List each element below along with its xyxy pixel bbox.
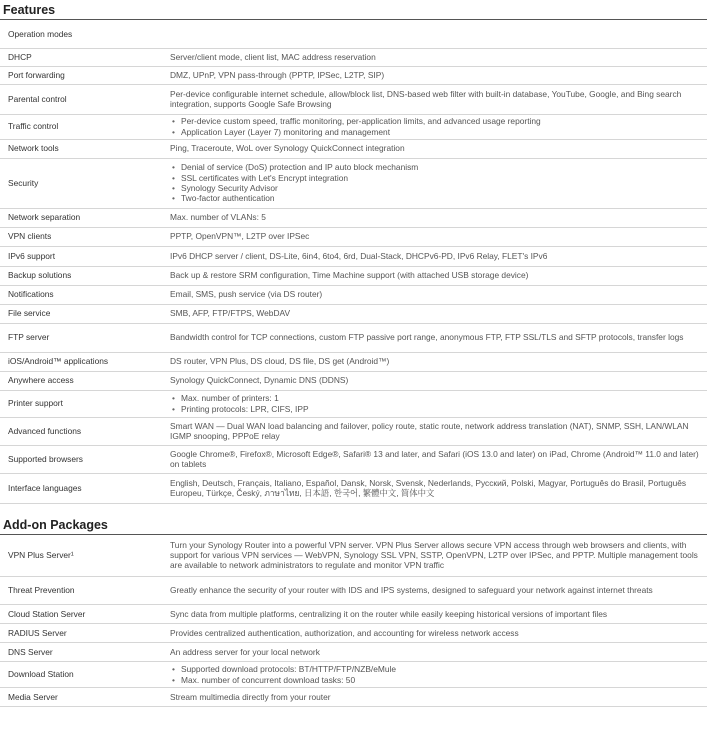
list-item: • Synology Security Advisor	[170, 183, 707, 193]
row-label: Security	[0, 158, 164, 208]
table-row	[0, 662, 707, 688]
table-row	[0, 417, 707, 445]
row-value: Synology QuickConnect, Dynamic DNS (DDNS)	[164, 371, 707, 390]
row-value	[164, 158, 707, 208]
row-value	[164, 662, 707, 688]
row-label: Anywhere access	[0, 371, 164, 390]
row-label: Network tools	[0, 139, 164, 158]
row-label: Parental control	[0, 84, 164, 114]
row-value	[164, 390, 707, 417]
row-label: Advanced functions	[0, 417, 164, 445]
row-label: Cloud Station Server	[0, 605, 164, 624]
table-row	[0, 304, 707, 323]
row-label: VPN clients	[0, 227, 164, 246]
row-value: Server/client mode, client list, MAC address reservation	[164, 48, 707, 66]
row-label: FTP server	[0, 323, 164, 352]
row-label: DNS Server	[0, 643, 164, 662]
row-value: An address server for your local network	[164, 643, 707, 662]
row-label: Operation modes	[0, 20, 164, 48]
row-value: DS router, VPN Plus, DS cloud, DS file, DS get (Android™)	[164, 352, 707, 371]
row-value: SMB, AFP, FTP/FTPS, WebDAV	[164, 304, 707, 323]
row-value: Greatly enhance the security of your router with IDS and IPS systems, designed to safeguard your network against internet threats	[164, 577, 707, 605]
table-row	[0, 535, 707, 577]
list-item: • Printing protocols: LPR, CIFS, IPP	[170, 404, 707, 414]
row-value	[164, 20, 707, 48]
row-label: Threat Prevention	[0, 577, 164, 605]
row-label: Media Server	[0, 688, 164, 707]
list-item: • Application Layer (Layer 7) monitoring and management	[170, 127, 707, 137]
row-label: Port forwarding	[0, 66, 164, 84]
table-row	[0, 688, 707, 707]
table-row	[0, 246, 707, 266]
features-title: Features	[0, 0, 707, 20]
table-row	[0, 285, 707, 304]
row-label: Backup solutions	[0, 266, 164, 285]
row-value: PPTP, OpenVPN™, L2TP over IPSec	[164, 227, 707, 246]
list-item: • Denial of service (DoS) protection and IP auto block mechanism	[170, 162, 707, 172]
table-row	[0, 445, 707, 473]
row-label: Download Station	[0, 662, 164, 688]
addons-title: Add-on Packages	[0, 515, 707, 535]
row-value: Ping, Traceroute, WoL over Synology QuickConnect integration	[164, 139, 707, 158]
table-row	[0, 624, 707, 643]
row-label: Interface languages	[0, 473, 164, 503]
features-table	[0, 20, 707, 504]
addons-section	[0, 515, 713, 708]
row-label: Notifications	[0, 285, 164, 304]
row-value: Turn your Synology Router into a powerful VPN server. VPN Plus Server allows secure VPN access through web browsers and clients, with support for various VPN services — WebVPN, Synology SSL VPN, SSTP, OpenVPN, L2TP over IPSec, and PPTP. Multiple management tools are available to network administrators to regulate and monitor VPN traffic	[164, 535, 707, 577]
row-label: File service	[0, 304, 164, 323]
table-row	[0, 390, 707, 417]
table-row	[0, 139, 707, 158]
row-value: Email, SMS, push service (via DS router)	[164, 285, 707, 304]
table-row	[0, 227, 707, 246]
row-label: Traffic control	[0, 114, 164, 139]
row-label: VPN Plus Server¹	[0, 535, 164, 577]
list-item: • Max. number of concurrent download tasks: 50	[170, 675, 707, 685]
row-value	[164, 114, 707, 139]
row-label: Network separation	[0, 208, 164, 227]
row-value: Smart WAN — Dual WAN load balancing and failover, policy route, static route, network address translation (NAT), SNMP, SSH, LAN/WLAN IGMP snooping, PPPoE relay	[164, 417, 707, 445]
list-item: • SSL certificates with Let's Encrypt integration	[170, 173, 707, 183]
row-value: English, Deutsch, Français, Italiano, Español, Dansk, Norsk, Svensk, Nederlands, Русский, Polski, Magyar, Português do Brasil, Português Europeu, Türkçe, Český, ภาษาไทย, 日本語, 한국어, 繁體中文, 简体中文	[164, 473, 707, 503]
table-row	[0, 66, 707, 84]
table-row	[0, 84, 707, 114]
row-label: DHCP	[0, 48, 164, 66]
table-row	[0, 208, 707, 227]
row-value: Sync data from multiple platforms, centralizing it on the router while easily keeping historical versions of important files	[164, 605, 707, 624]
table-row	[0, 577, 707, 605]
table-row	[0, 158, 707, 208]
row-value: Max. number of VLANs: 5	[164, 208, 707, 227]
row-value: Stream multimedia directly from your router	[164, 688, 707, 707]
table-row	[0, 266, 707, 285]
row-label: Printer support	[0, 390, 164, 417]
table-row	[0, 371, 707, 390]
table-row	[0, 352, 707, 371]
table-row	[0, 605, 707, 624]
table-row	[0, 473, 707, 503]
row-label: Supported browsers	[0, 445, 164, 473]
table-row	[0, 323, 707, 352]
list-item: • Two-factor authentication	[170, 193, 707, 203]
row-value: Bandwidth control for TCP connections, custom FTP passive port range, anonymous FTP, FTP SSL/TLS and SFTP protocols, transfer logs	[164, 323, 707, 352]
row-label: RADIUS Server	[0, 624, 164, 643]
row-label: iOS/Android™ applications	[0, 352, 164, 371]
table-row	[0, 48, 707, 66]
addons-table	[0, 535, 707, 708]
table-row	[0, 20, 707, 48]
table-row	[0, 643, 707, 662]
row-label: IPv6 support	[0, 246, 164, 266]
row-value: Back up & restore SRM configuration, Time Machine support (with attached USB storage device)	[164, 266, 707, 285]
row-value: Per-device configurable internet schedule, allow/block list, DNS-based web filter with built-in database, YouTube, Google, and Bing search integration, supports Google Safe Browsing	[164, 84, 707, 114]
table-row	[0, 114, 707, 139]
list-item: • Max. number of printers: 1	[170, 393, 707, 403]
row-value: IPv6 DHCP server / client, DS-Lite, 6in4, 6to4, 6rd, Dual-Stack, DHCPv6-PD, IPv6 Relay, FLET's IPv6	[164, 246, 707, 266]
row-value: Google Chrome®, Firefox®, Microsoft Edge®, Safari® 13 and later, and Safari (iOS 13.0 and later) on iPad, Chrome (Android™ 11.0 and later) on tablets	[164, 445, 707, 473]
list-item: • Supported download protocols: BT/HTTP/FTP/NZB/eMule	[170, 664, 707, 674]
row-value: Provides centralized authentication, authorization, and accounting for wireless network access	[164, 624, 707, 643]
row-value: DMZ, UPnP, VPN pass-through (PPTP, IPSec, L2TP, SIP)	[164, 66, 707, 84]
list-item: • Per-device custom speed, traffic monitoring, per-application limits, and advanced usage reporting	[170, 116, 707, 126]
